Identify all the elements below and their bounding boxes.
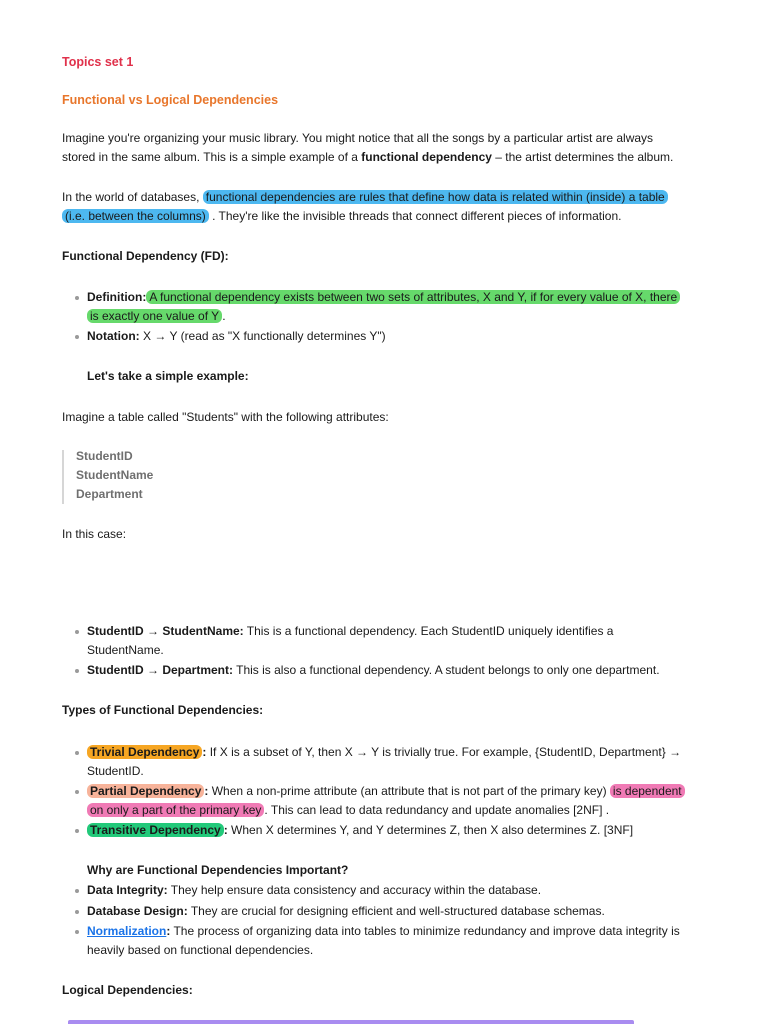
- db-highlight-1: functional dependencies are rules that define how data is related within (inside) a table: [203, 190, 668, 204]
- intro-line-1: Imagine you're organizing your music library. You might notice that all the songs by a particular artist are always: [62, 131, 654, 145]
- attribute-item: StudentID: [76, 449, 133, 463]
- fd-heading: Functional Dependency (FD):: [62, 249, 229, 263]
- trivial-text: If X is a subset of Y, then X → Y is trivially true. For example, {StudentID, Department} →: [206, 745, 682, 759]
- dep-1-text: This is a functional dependency. Each StudentID uniquely identifies a: [243, 624, 614, 638]
- trivial-colon: :: [202, 745, 207, 759]
- intro-text: stored in the same album. This is a simple example of a: [62, 150, 362, 164]
- partial-dependency-label: Partial Dependency: [87, 784, 204, 798]
- attribute-item: Department: [76, 487, 143, 501]
- intro-bold-term: functional dependency: [361, 150, 492, 164]
- bullet-icon: [75, 669, 79, 673]
- transitive-dependency-label: Transitive Dependency: [87, 823, 224, 837]
- bullet-icon: [75, 630, 79, 634]
- why-design-line: [87, 903, 605, 919]
- definition-line-2: [87, 308, 226, 324]
- attribute-blockquote-bar: [62, 450, 64, 504]
- db-text-end: . They're like the invisible threads that connect different pieces of information.: [208, 209, 622, 223]
- definition-label: Definition:: [87, 290, 147, 304]
- design-text: They are crucial for designing efficient and well-structured database schemas.: [187, 904, 605, 918]
- trivial-line-1: [87, 744, 681, 760]
- partial-text: When a non-prime attribute (an attribute that is not part of the primary key): [208, 784, 610, 798]
- logical-heading: Logical Dependencies:: [62, 983, 193, 997]
- db-highlight-2: (i.e. between the columns): [62, 209, 209, 223]
- dep-1-label: StudentID → StudentName:: [87, 624, 244, 638]
- design-label: Database Design:: [87, 904, 188, 918]
- integrity-text: They help ensure data consistency and accuracy within the database.: [167, 883, 542, 897]
- definition-highlight-1: A functional dependency exists between two sets of attributes, X and Y, if for every value of X, there: [146, 290, 680, 304]
- normalization-colon: :: [166, 924, 171, 938]
- partial-colon: :: [204, 784, 209, 798]
- normalization-link[interactable]: Normalization: [87, 924, 167, 938]
- partial-line-2: [87, 802, 609, 818]
- why-integrity-line: [87, 882, 541, 898]
- bullet-icon: [75, 790, 79, 794]
- bullet-icon: [75, 335, 79, 339]
- bullet-icon: [75, 296, 79, 300]
- bullet-icon: [75, 889, 79, 893]
- dep-2-text: This is also a functional dependency. A student belongs to only one department.: [233, 663, 660, 677]
- intro-line-2: [62, 149, 673, 165]
- dep-2-line: [87, 662, 660, 678]
- partial-line-1: [87, 783, 685, 799]
- definition-line-1: [87, 289, 680, 305]
- transitive-line: [87, 822, 633, 838]
- bullet-icon: [75, 930, 79, 934]
- bullet-icon: [75, 829, 79, 833]
- intro-text-end: – the artist determines the album.: [491, 150, 674, 164]
- students-intro: Imagine a table called "Students" with the following attributes:: [62, 410, 389, 424]
- in-this-case: In this case:: [62, 527, 127, 541]
- partial-text-end: . This can lead to data redundancy and update anomalies [2NF] .: [264, 803, 610, 817]
- example-heading: Let's take a simple example:: [87, 369, 249, 383]
- trivial-line-2: StudentID.: [87, 764, 144, 778]
- partial-highlight-2: on only a part of the primary key: [87, 803, 264, 817]
- trivial-dependency-label: Trivial Dependency: [87, 745, 202, 759]
- db-line-2: [62, 208, 622, 224]
- notation-line: [87, 328, 386, 344]
- types-heading: Types of Functional Dependencies:: [62, 703, 264, 717]
- bullet-icon: [75, 910, 79, 914]
- dep-1-line-1: [87, 623, 613, 639]
- bullet-icon: [75, 751, 79, 755]
- definition-end: .: [222, 309, 226, 323]
- transitive-colon: :: [223, 823, 228, 837]
- why-normalization-line-2: heavily based on functional dependencies.: [87, 943, 314, 957]
- db-line-1: [62, 189, 668, 205]
- topics-title: Topics set 1: [62, 55, 134, 69]
- integrity-label: Data Integrity:: [87, 883, 168, 897]
- normalization-text: The process of organizing data into tables to minimize redundancy and improve data integrity is: [170, 924, 680, 938]
- section-title: Functional vs Logical Dependencies: [62, 93, 279, 107]
- why-normalization-line-1: [87, 923, 680, 939]
- dep-1-line-2: StudentName.: [87, 643, 164, 657]
- notation-label: Notation:: [87, 329, 140, 343]
- notation-text: X → Y (read as "X functionally determines Y"): [139, 329, 386, 343]
- partial-highlight-1: is dependent: [610, 784, 685, 798]
- callout-box-border: [68, 1020, 634, 1024]
- transitive-text: When X determines Y, and Y determines Z, then X also determines Z. [3NF]: [227, 823, 634, 837]
- db-text: In the world of databases,: [62, 190, 203, 204]
- dep-2-label: StudentID → Department:: [87, 663, 234, 677]
- why-heading: Why are Functional Dependencies Important?: [87, 863, 349, 877]
- attribute-item: StudentName: [76, 468, 154, 482]
- definition-highlight-2: is exactly one value of Y: [87, 309, 222, 323]
